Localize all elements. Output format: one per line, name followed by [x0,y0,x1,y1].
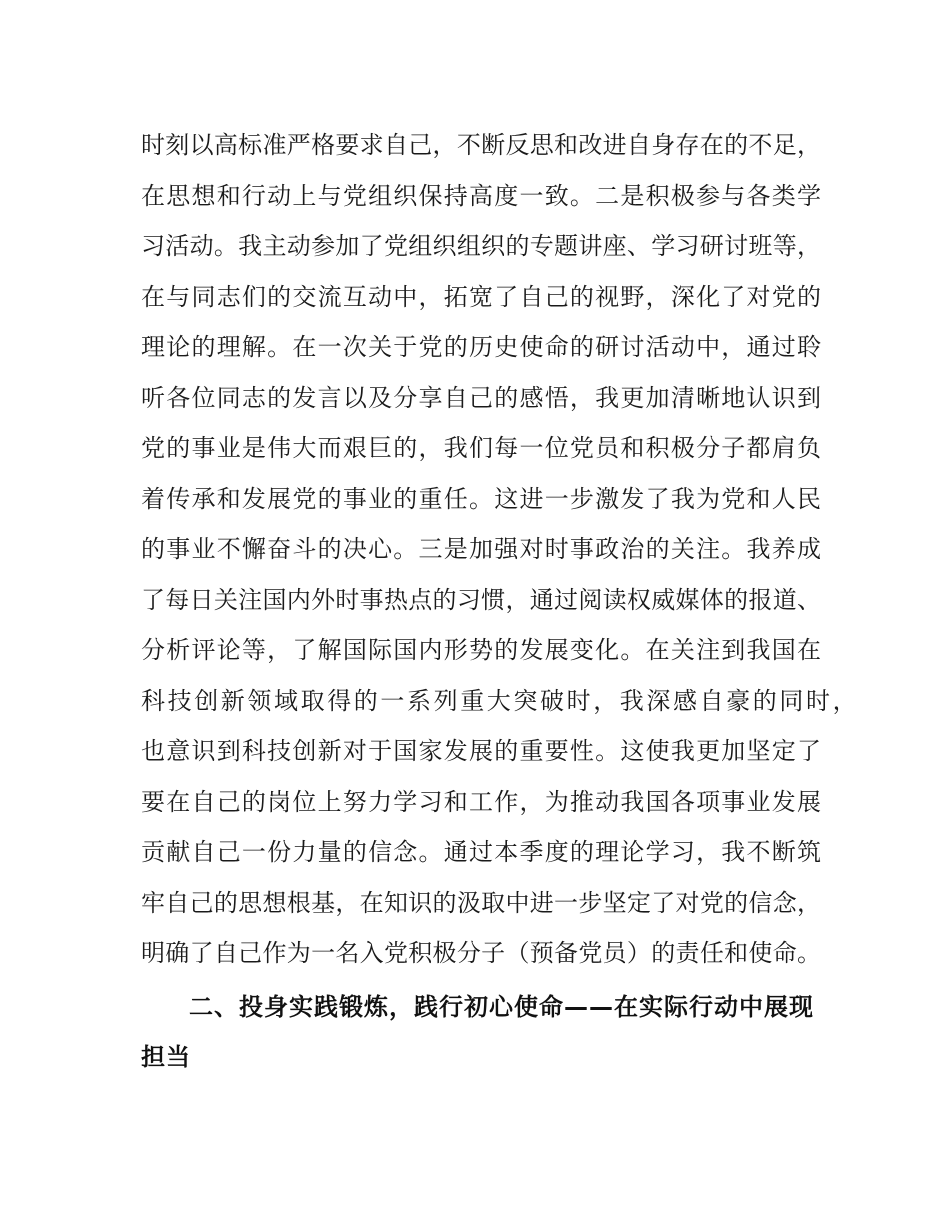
paragraph-line: 也意识到科技创新对于国家发展的重要性。这使我更加坚定了 [141,737,821,765]
paragraph-line: 要在自己的岗位上努力学习和工作，为推动我国各项事业发展 [141,787,821,816]
paragraph-line: 在思想和行动上与党组织保持高度一致。二是积极参与各类学 [141,181,821,210]
heading-line: 二、投身实践锻炼，践行初心使命——在实际行动中展现 [189,993,814,1021]
paragraph-line: 明确了自己作为一名入党积极分子（预备党员）的责任和使命。 [141,939,821,967]
paragraph-line: 理论的理解。在一次关于党的历史使命的研讨活动中，通过聆 [141,333,821,361]
paragraph-line: 党的事业是伟大而艰巨的，我们每一位党员和积极分子都肩负 [141,434,821,462]
paragraph-line: 分析评论等，了解国际国内形势的发展变化。在关注到我国在 [141,636,821,664]
body-paragraph [141,120,860,979]
paragraph-line: 着传承和发展党的事业的重任。这进一步激发了我为党和人民 [141,484,821,513]
paragraph-line: 贡献自己一份力量的信念。通过本季度的理论学习，我不断筑 [141,838,821,866]
paragraph-line: 牢自己的思想根基，在知识的汲取中进一步坚定了对党的信念， [141,888,821,917]
paragraph-line: 科技创新领域取得的一系列重大突破时，我深感自豪的同时， [141,686,860,715]
paragraph-line: 了每日关注国内外时事热点的习惯，通过阅读权威媒体的报道、 [141,585,821,614]
section-heading [141,982,821,1082]
heading-line: 担当 [141,1043,191,1071]
paragraph-line: 听各位同志的发言以及分享自己的感悟，我更加清晰地认识到 [141,383,821,412]
paragraph-line: 在与同志们的交流互动中，拓宽了自己的视野，深化了对党的 [141,282,821,311]
paragraph-line: 时刻以高标准严格要求自己，不断反思和改进自身存在的不足， [141,131,821,159]
paragraph-line: 习活动。我主动参加了党组织组织的专题讲座、学习研讨班等， [141,232,821,260]
paragraph-line: 的事业不懈奋斗的决心。三是加强对时事政治的关注。我养成 [141,535,821,563]
